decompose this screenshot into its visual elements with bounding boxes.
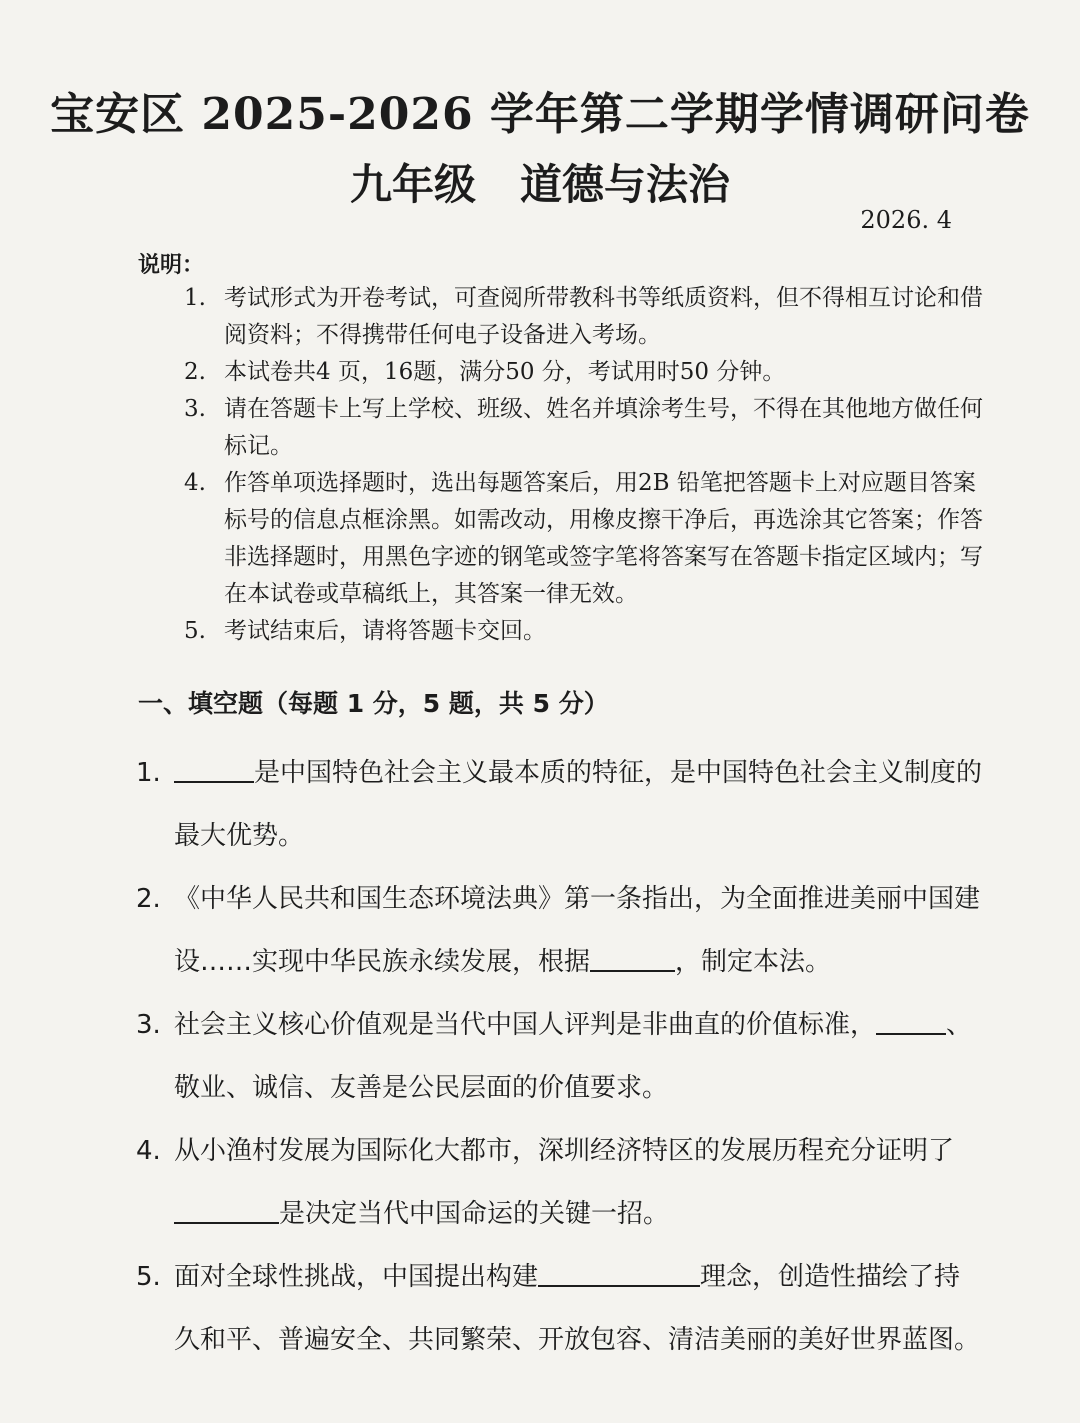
- note-item: [184, 465, 984, 613]
- note-number: 1.: [184, 285, 206, 311]
- question-number: 5.: [136, 1262, 161, 1292]
- answer-blank[interactable]: [538, 1259, 700, 1287]
- question-text: [174, 742, 986, 868]
- exam-subtitle: [0, 152, 1080, 212]
- note-text: 考试结束后，请将答题卡交回。: [224, 618, 546, 644]
- note-text: 作答单项选择题时，选出每题答案后，用2B 铅笔把答题卡上对应题目答案标号的信息点框涂黑。如需改动，用橡皮擦干净后，再选涂其它答案；作答非选择题时，用黑色字迹的钢笔或签字笔将答案写在答题卡指定区域内；写在本试卷或草稿纸上，其答案一律无效。: [224, 470, 983, 607]
- question-text-before: 社会主义核心价值观是当代中国人评判是非曲直的价值标准，: [174, 1010, 877, 1040]
- question-text-after: 是中国特色社会主义最本质的特征，是中国特色社会主义制度的最大优势。: [174, 758, 983, 851]
- question-text: [174, 1246, 986, 1372]
- note-number: 4.: [184, 470, 206, 496]
- subject-label: 道德与法治: [520, 160, 731, 209]
- answer-blank[interactable]: [174, 1196, 279, 1224]
- note-text: 考试形式为开卷考试，可查阅所带教科书等纸质资料，但不得相互讨论和借阅资料；不得携带任何电子设备进入考场。: [224, 285, 983, 348]
- question-text-before: 《中华人民共和国生态环境法典》第一条指出，为全面推进美丽中国建设……实现中华民族永续发展，根据: [174, 884, 981, 977]
- question-text-before: 从小渔村发展为国际化大都市，深圳经济特区的发展历程充分证明了: [174, 1136, 955, 1166]
- answer-blank[interactable]: [590, 944, 675, 972]
- question-text-before: 面对全球性挑战，中国提出构建: [174, 1262, 539, 1292]
- section-title: 一、填空题（每题 1 分，5 题，共 5 分）: [138, 689, 609, 718]
- question-number: 4.: [136, 1136, 161, 1166]
- note-item: [184, 391, 984, 465]
- question-item: [136, 868, 986, 994]
- note-number: 3.: [184, 396, 206, 422]
- exam-title: 宝安区 2025-2026 学年第二学期学情调研问卷: [50, 89, 1030, 140]
- notes-label: 说明：: [138, 252, 205, 278]
- question-item: [136, 1120, 986, 1246]
- question-list: [136, 742, 986, 1372]
- note-text: 请在答题卡上写上学校、班级、姓名并填涂考生号，不得在其他地方做任何标记。: [224, 396, 983, 459]
- question-number: 2.: [136, 884, 161, 914]
- question-text-after: 理念，创造性描绘了持久和平、普遍安全、共同繁荣、开放包容、清洁美丽的美好世界蓝图。: [174, 1262, 981, 1355]
- answer-blank[interactable]: [174, 755, 254, 783]
- note-number: 2.: [184, 359, 206, 385]
- question-item: [136, 742, 986, 868]
- question-text: [174, 994, 986, 1120]
- question-number: 1.: [136, 758, 161, 788]
- grade-label: 九年级: [349, 160, 476, 209]
- question-number: 3.: [136, 1010, 161, 1040]
- question-text: [174, 868, 986, 994]
- question-text-after: 是决定当代中国命运的关键一招。: [279, 1199, 670, 1229]
- exam-date: 2026. 4: [860, 206, 952, 234]
- note-number: 5.: [184, 618, 206, 644]
- notes-list: [184, 280, 984, 650]
- note-item: [184, 354, 984, 391]
- note-text: 本试卷共4 页，16题，满分50 分，考试用时50 分钟。: [224, 359, 786, 385]
- note-item: [184, 280, 984, 354]
- question-text-after: 、敬业、诚信、友善是公民层面的价值要求。: [174, 1010, 973, 1103]
- note-item: [184, 613, 984, 650]
- question-text: [174, 1120, 986, 1246]
- question-text-after: ，制定本法。: [675, 947, 832, 977]
- question-item: [136, 994, 986, 1120]
- question-item: [136, 1246, 986, 1372]
- answer-blank[interactable]: [876, 1007, 946, 1035]
